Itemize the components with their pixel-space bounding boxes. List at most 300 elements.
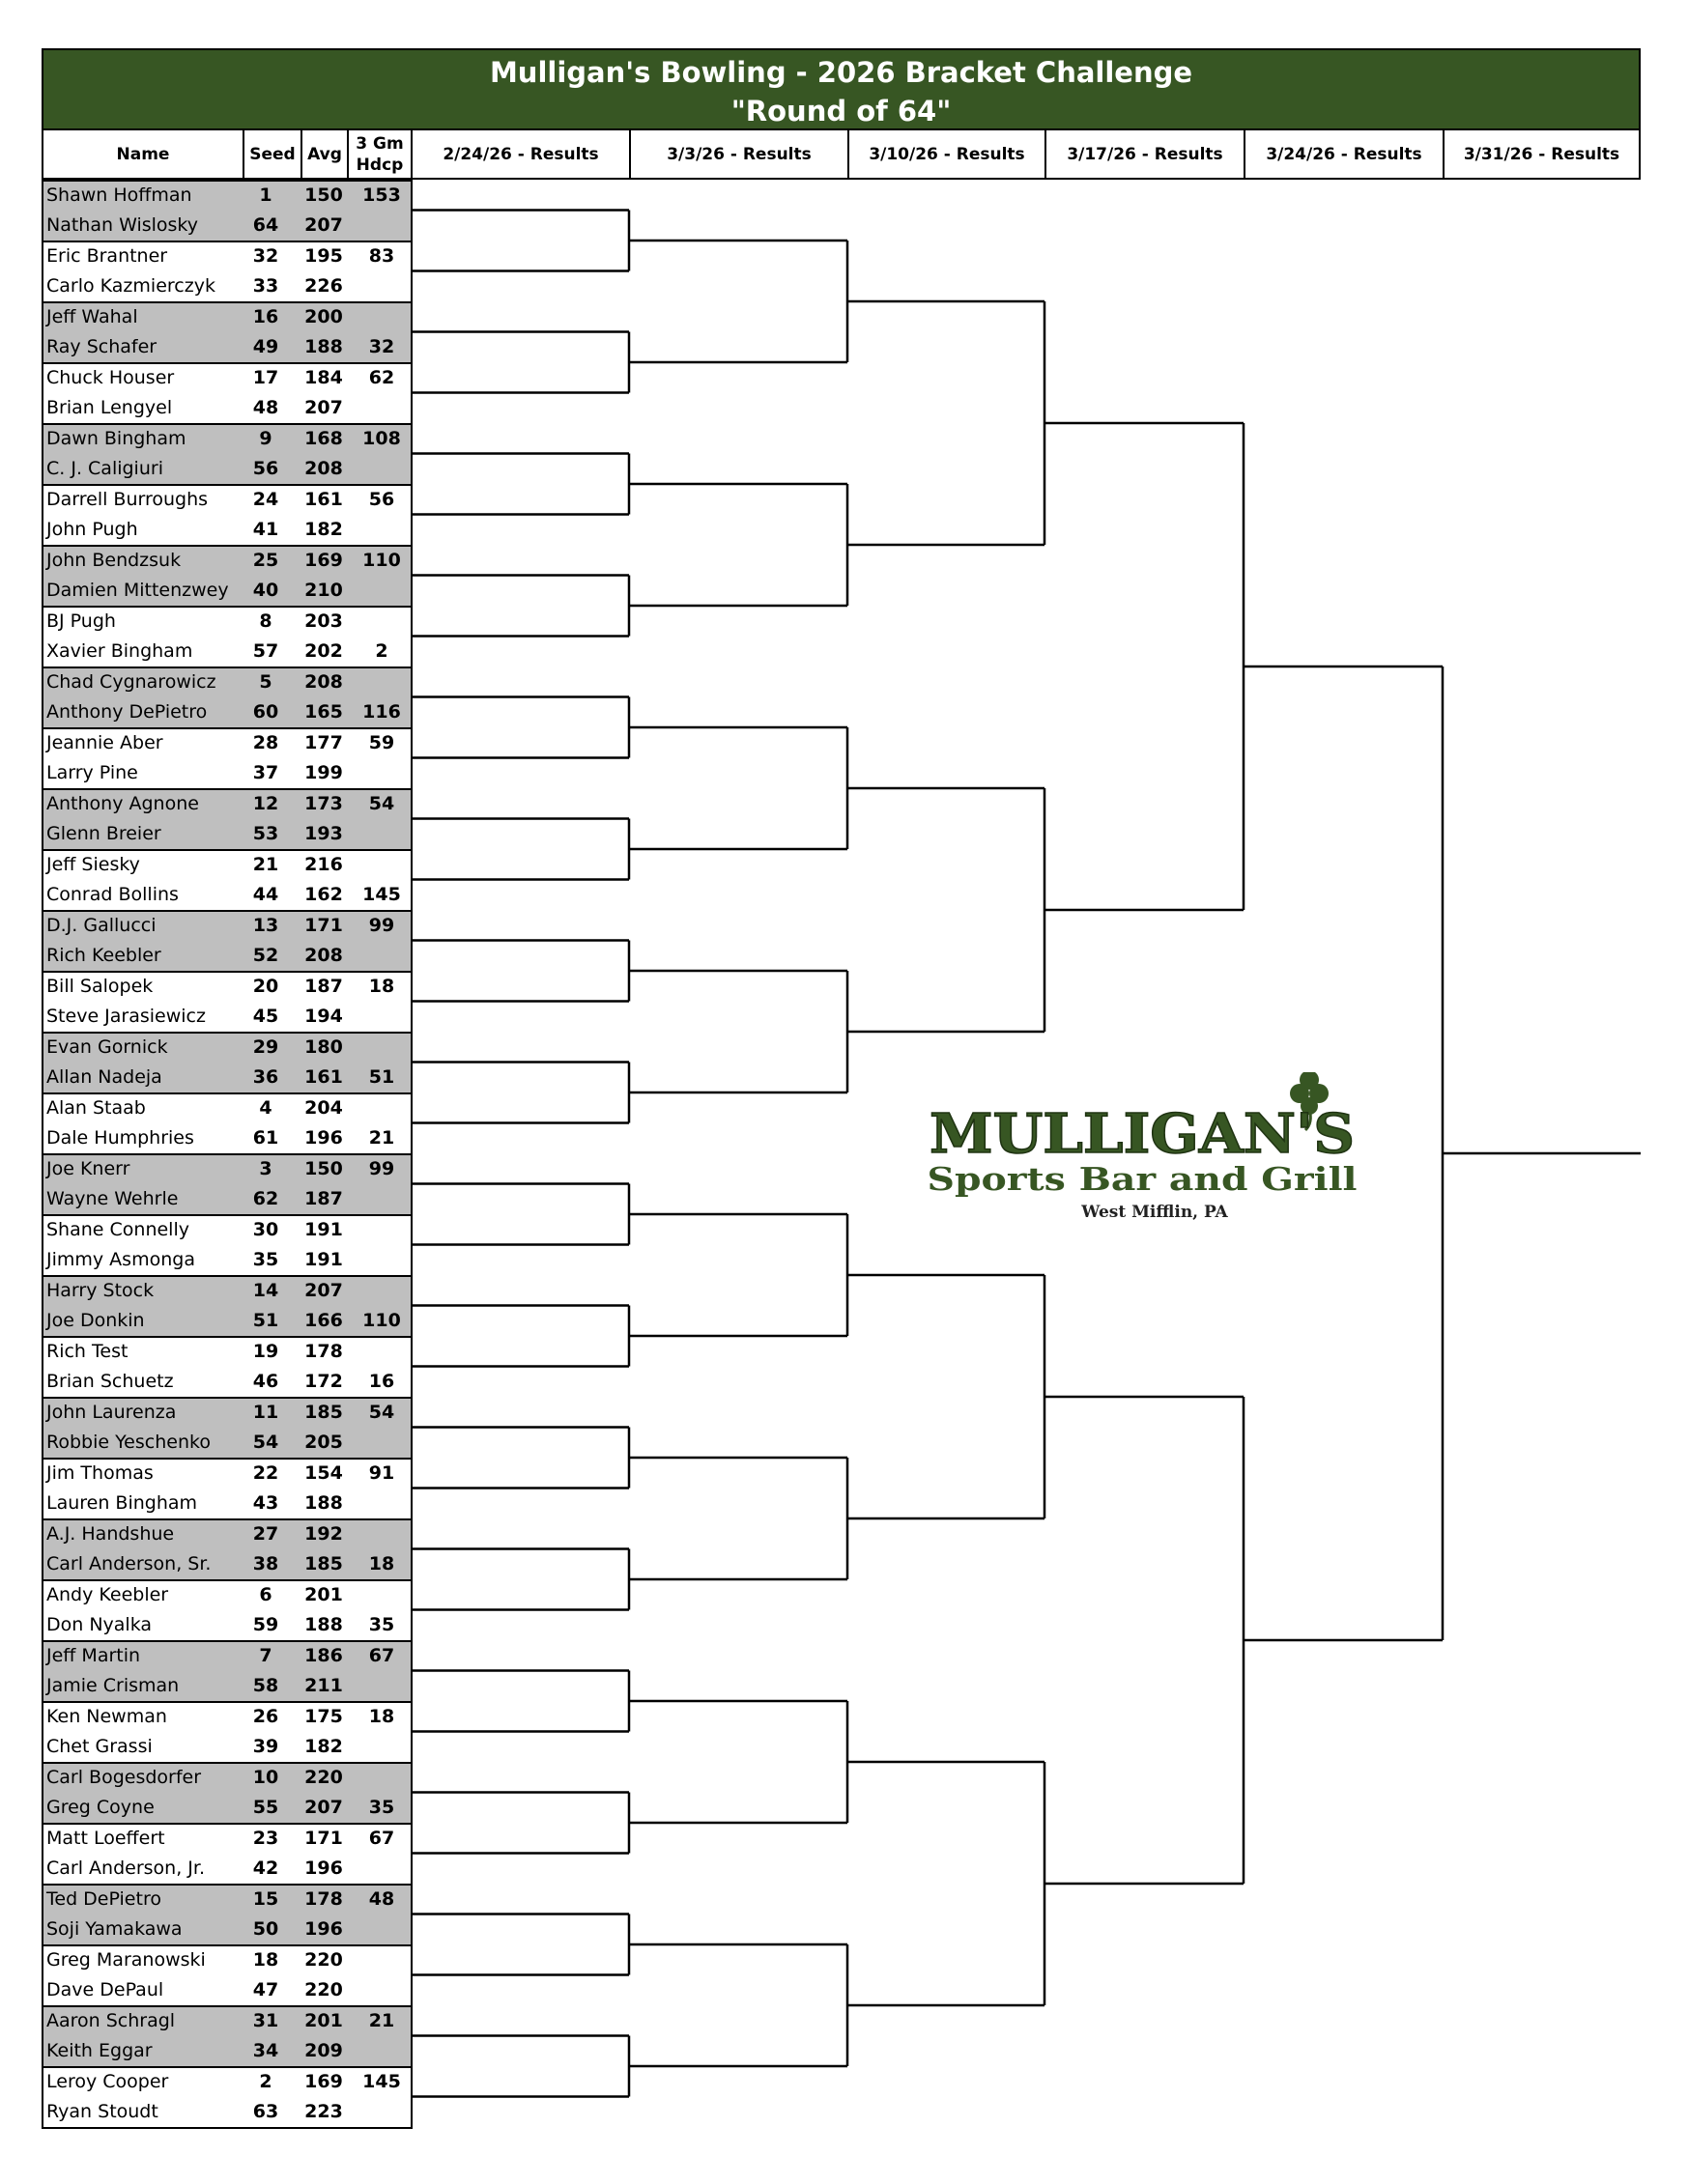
- player-row: [42, 1336, 413, 1367]
- player-row: [42, 1854, 413, 1885]
- player-name: John Laurenza: [46, 1401, 177, 1423]
- player-hdcp: 56: [368, 488, 395, 510]
- player-avg: 203: [304, 610, 343, 632]
- player-hdcp: 16: [368, 1371, 395, 1393]
- player-avg: 172: [304, 1371, 343, 1393]
- player-seed: 38: [252, 1553, 279, 1575]
- player-name: Darrell Burroughs: [46, 488, 209, 510]
- player-name: A.J. Handshue: [46, 1522, 175, 1545]
- player-avg: 150: [304, 1157, 343, 1179]
- header-round-1: 2/24/26 - Results: [411, 130, 631, 180]
- player-name: Larry Pine: [46, 762, 138, 784]
- player-name: Jeff Wahal: [46, 305, 138, 327]
- player-row: [42, 454, 413, 485]
- player-seed: 56: [252, 458, 279, 480]
- player-seed: 4: [259, 1096, 272, 1119]
- player-hdcp: [353, 211, 411, 241]
- player-row: [42, 971, 413, 1002]
- player-seed: 12: [252, 792, 279, 814]
- player-hdcp: 153: [362, 184, 401, 206]
- player-seed: 42: [252, 1858, 279, 1880]
- player-avg: 178: [304, 1340, 343, 1362]
- player-seed: 51: [252, 1310, 279, 1332]
- player-row: [42, 393, 413, 424]
- player-name: Brian Lengyel: [46, 397, 173, 419]
- player-avg: 194: [304, 1006, 343, 1028]
- player-name: Matt Loeffert: [46, 1827, 165, 1849]
- player-hdcp: 35: [368, 1797, 395, 1819]
- player-row: [42, 2097, 413, 2128]
- player-name: Jamie Crisman: [46, 1675, 180, 1697]
- player-row: [42, 667, 413, 697]
- player-name: Dale Humphries: [46, 1127, 194, 1149]
- player-seed: 61: [252, 1127, 279, 1149]
- player-avg: 178: [304, 1887, 343, 1910]
- player-name: Damien Mittenzwey: [46, 580, 229, 602]
- player-name: Dawn Bingham: [46, 427, 186, 449]
- player-avg: 216: [304, 853, 343, 875]
- player-row: [42, 880, 413, 911]
- player-seed: 41: [252, 519, 279, 541]
- player-seed: 24: [252, 488, 279, 510]
- player-seed: 54: [252, 1432, 279, 1454]
- player-name: Rich Test: [46, 1340, 129, 1362]
- player-name: Greg Coyne: [46, 1797, 155, 1819]
- player-row: [42, 576, 413, 607]
- player-name: C. J. Caligiuri: [46, 458, 163, 480]
- player-name: Lauren Bingham: [46, 1492, 198, 1515]
- player-row: [42, 1002, 413, 1033]
- player-hdcp: [353, 1336, 411, 1367]
- player-avg: 171: [304, 1827, 343, 1849]
- player-hdcp: 48: [368, 1887, 395, 1910]
- player-seed: 17: [252, 366, 279, 388]
- player-seed: 14: [252, 1279, 279, 1301]
- player-name: Shane Connelly: [46, 1218, 189, 1240]
- player-name: Eric Brantner: [46, 244, 168, 267]
- player-row: [42, 1975, 413, 2006]
- player-seed: 50: [252, 1918, 279, 1941]
- player-avg: 209: [304, 2040, 343, 2062]
- player-row: [42, 1184, 413, 1215]
- player-seed: 29: [252, 1035, 279, 1058]
- player-name: Steve Jarasiewicz: [46, 1006, 206, 1028]
- player-row: [42, 1762, 413, 1793]
- player-hdcp: 21: [368, 1127, 395, 1149]
- player-row: [42, 697, 413, 728]
- player-row: [42, 362, 413, 393]
- player-seed: 11: [252, 1401, 279, 1423]
- player-seed: 6: [259, 1583, 272, 1605]
- player-avg: 161: [304, 488, 343, 510]
- player-seed: 10: [252, 1766, 279, 1788]
- player-avg: 202: [304, 640, 343, 663]
- header-seed: Seed: [243, 130, 302, 180]
- player-name: Allan Nadeja: [46, 1066, 162, 1089]
- player-avg: 226: [304, 275, 343, 298]
- player-name: Shawn Hoffman: [46, 184, 192, 206]
- player-name: John Pugh: [46, 519, 138, 541]
- player-row: [42, 1489, 413, 1519]
- player-hdcp: 99: [368, 914, 395, 936]
- player-seed: 37: [252, 762, 279, 784]
- player-name: Don Nyalka: [46, 1614, 153, 1636]
- player-seed: 18: [252, 1948, 279, 1971]
- player-seed: 33: [252, 275, 279, 298]
- player-avg: 165: [304, 701, 343, 723]
- header-avg: Avg: [300, 130, 349, 180]
- player-hdcp: [353, 515, 411, 546]
- player-row: [42, 211, 413, 241]
- player-name: Harry Stock: [46, 1279, 155, 1301]
- player-name: Jim Thomas: [46, 1461, 154, 1484]
- player-avg: 185: [304, 1401, 343, 1423]
- logo-tagline: Sports Bar and Grill: [927, 1160, 1358, 1198]
- player-seed: 31: [252, 2009, 279, 2031]
- player-seed: 57: [252, 640, 279, 663]
- title-banner: [42, 48, 1641, 130]
- player-name: Jimmy Asmonga: [46, 1249, 195, 1271]
- player-name: Robbie Yeschenko: [46, 1432, 211, 1454]
- player-hdcp: [353, 941, 411, 972]
- header-round-3: 3/10/26 - Results: [847, 130, 1046, 180]
- player-avg: 196: [304, 1918, 343, 1941]
- player-name: Chad Cygnarowicz: [46, 670, 216, 693]
- player-row: [42, 484, 413, 515]
- player-hdcp: 32: [368, 336, 395, 358]
- player-name: Dave DePaul: [46, 1979, 164, 2001]
- player-hdcp: [353, 1518, 411, 1549]
- player-avg: 150: [304, 184, 343, 206]
- player-seed: 15: [252, 1887, 279, 1910]
- player-avg: 188: [304, 1492, 343, 1515]
- player-avg: 186: [304, 1644, 343, 1666]
- page-subtitle: "Round of 64": [730, 95, 952, 128]
- player-hdcp: [353, 1489, 411, 1519]
- player-name: BJ Pugh: [46, 610, 116, 632]
- player-row: [42, 1701, 413, 1732]
- player-row: [42, 1032, 413, 1063]
- header-round-4: 3/17/26 - Results: [1044, 130, 1245, 180]
- player-seed: 2: [259, 2070, 272, 2092]
- player-avg: 169: [304, 2070, 343, 2092]
- player-avg: 193: [304, 823, 343, 845]
- player-seed: 34: [252, 2040, 279, 2062]
- player-name: Ted DePietro: [46, 1887, 161, 1910]
- player-row: [42, 301, 413, 332]
- player-avg: 211: [304, 1675, 343, 1697]
- player-hdcp: [353, 758, 411, 789]
- player-hdcp: 91: [368, 1461, 395, 1484]
- player-row: [42, 1245, 413, 1276]
- player-avg: 207: [304, 1797, 343, 1819]
- player-avg: 161: [304, 1066, 343, 1089]
- player-seed: 27: [252, 1522, 279, 1545]
- player-name: Anthony Agnone: [46, 792, 199, 814]
- header-round-5: 3/24/26 - Results: [1244, 130, 1445, 180]
- player-hdcp: [353, 1944, 411, 1975]
- player-seed: 40: [252, 580, 279, 602]
- player-row: [42, 271, 413, 302]
- player-row: [42, 1428, 413, 1459]
- player-hdcp: [353, 606, 411, 637]
- player-seed: 7: [259, 1644, 272, 1666]
- player-seed: 16: [252, 305, 279, 327]
- player-hdcp: [353, 1975, 411, 2006]
- player-name: Glenn Breier: [46, 823, 161, 845]
- player-hdcp: 35: [368, 1614, 395, 1636]
- player-name: Conrad Bollins: [46, 884, 179, 906]
- player-name: Chuck Houser: [46, 366, 175, 388]
- player-row: [42, 1640, 413, 1671]
- player-row: [42, 819, 413, 850]
- player-row: [42, 1367, 413, 1398]
- player-row: [42, 910, 413, 941]
- player-avg: 195: [304, 244, 343, 267]
- player-row: [42, 1579, 413, 1610]
- player-row: [42, 1671, 413, 1702]
- player-seed: 44: [252, 884, 279, 906]
- player-seed: 9: [259, 427, 272, 449]
- player-hdcp: [353, 1579, 411, 1610]
- player-row: [42, 1610, 413, 1641]
- player-seed: 60: [252, 701, 279, 723]
- player-avg: 154: [304, 1461, 343, 1484]
- player-name: Jeff Martin: [46, 1644, 141, 1666]
- player-hdcp: [353, 849, 411, 880]
- header-hdcp-line2: Hdcp: [356, 155, 404, 175]
- player-avg: 191: [304, 1249, 343, 1271]
- player-name: Brian Schuetz: [46, 1371, 174, 1393]
- player-hdcp: [353, 667, 411, 697]
- player-name: Joe Donkin: [46, 1310, 145, 1332]
- player-seed: 52: [252, 945, 279, 967]
- player-seed: 19: [252, 1340, 279, 1362]
- player-hdcp: [353, 301, 411, 332]
- player-avg: 182: [304, 1736, 343, 1758]
- player-avg: 201: [304, 1583, 343, 1605]
- player-seed: 30: [252, 1218, 279, 1240]
- player-avg: 166: [304, 1310, 343, 1332]
- header-round-2: 3/3/26 - Results: [629, 130, 849, 180]
- player-row: [42, 1306, 413, 1337]
- player-row: [42, 849, 413, 880]
- player-seed: 3: [259, 1157, 272, 1179]
- player-seed: 36: [252, 1066, 279, 1089]
- player-seed: 1: [259, 184, 272, 206]
- player-avg: 173: [304, 792, 343, 814]
- player-name: Nathan Wislosky: [46, 214, 198, 237]
- player-name: Aaron Schragl: [46, 2009, 176, 2031]
- player-row: [42, 332, 413, 363]
- header-hdcp: [347, 130, 413, 180]
- player-hdcp: 18: [368, 1705, 395, 1727]
- player-hdcp: [353, 1732, 411, 1763]
- player-name: Rich Keebler: [46, 945, 161, 967]
- player-hdcp: 67: [368, 1644, 395, 1666]
- player-avg: 185: [304, 1553, 343, 1575]
- player-seed: 28: [252, 731, 279, 753]
- player-seed: 25: [252, 549, 279, 571]
- player-name: Ryan Stoudt: [46, 2101, 158, 2123]
- player-name: Chet Grassi: [46, 1736, 153, 1758]
- player-row: [42, 241, 413, 271]
- player-seed: 8: [259, 610, 272, 632]
- player-name: Greg Maranowski: [46, 1948, 206, 1971]
- page-title: Mulligan's Bowling - 2026 Bracket Challenge: [489, 56, 1193, 89]
- player-seed: 43: [252, 1492, 279, 1515]
- player-seed: 49: [252, 336, 279, 358]
- player-name: Carlo Kazmierczyk: [46, 275, 215, 298]
- player-seed: 20: [252, 975, 279, 997]
- player-avg: 223: [304, 2101, 343, 2123]
- player-hdcp: [353, 1275, 411, 1306]
- player-seed: 47: [252, 1979, 279, 2001]
- player-row: [42, 1549, 413, 1580]
- player-row: [42, 1123, 413, 1154]
- player-avg: 169: [304, 549, 343, 571]
- player-seed: 13: [252, 914, 279, 936]
- player-hdcp: 67: [368, 1827, 395, 1849]
- player-hdcp: [353, 2036, 411, 2067]
- player-row: [42, 1092, 413, 1123]
- player-avg: 184: [304, 366, 343, 388]
- player-hdcp: [353, 1671, 411, 1702]
- player-hdcp: 145: [362, 2070, 401, 2092]
- player-hdcp: [353, 2097, 411, 2128]
- player-hdcp: 54: [368, 1401, 395, 1423]
- player-avg: 168: [304, 427, 343, 449]
- player-row: [42, 606, 413, 637]
- player-avg: 187: [304, 975, 343, 997]
- player-seed: 58: [252, 1675, 279, 1697]
- player-name: Ken Newman: [46, 1705, 167, 1727]
- player-row: [42, 2005, 413, 2036]
- player-row: [42, 1944, 413, 1975]
- player-row: [42, 1214, 413, 1245]
- player-avg: 180: [304, 1035, 343, 1058]
- player-name: Keith Eggar: [46, 2040, 153, 2062]
- player-name: Carl Anderson, Jr.: [46, 1858, 205, 1880]
- player-seed: 5: [259, 670, 272, 693]
- player-avg: 200: [304, 305, 343, 327]
- player-hdcp: 21: [368, 2009, 395, 2031]
- player-avg: 188: [304, 1614, 343, 1636]
- player-hdcp: 51: [368, 1066, 395, 1089]
- player-name: D.J. Gallucci: [46, 914, 157, 936]
- player-avg: 208: [304, 458, 343, 480]
- player-row: [42, 1275, 413, 1306]
- player-row: [42, 1153, 413, 1184]
- player-name: Anthony DePietro: [46, 701, 208, 723]
- player-hdcp: [353, 1915, 411, 1945]
- player-seed: 55: [252, 1797, 279, 1819]
- player-name: Carl Bogesdorfer: [46, 1766, 202, 1788]
- player-hdcp: [353, 1854, 411, 1885]
- player-name: Jeannie Aber: [46, 731, 163, 753]
- player-seed: 26: [252, 1705, 279, 1727]
- player-seed: 46: [252, 1371, 279, 1393]
- player-hdcp: [353, 1032, 411, 1063]
- player-hdcp: [353, 1428, 411, 1459]
- player-avg: 175: [304, 1705, 343, 1727]
- player-avg: 220: [304, 1766, 343, 1788]
- player-seed: 22: [252, 1461, 279, 1484]
- player-row: [42, 515, 413, 546]
- player-avg: 204: [304, 1096, 343, 1119]
- player-avg: 210: [304, 580, 343, 602]
- player-name: John Bendzsuk: [46, 549, 182, 571]
- player-hdcp: [353, 271, 411, 302]
- player-avg: 208: [304, 670, 343, 693]
- player-avg: 201: [304, 2009, 343, 2031]
- player-name: Evan Gornick: [46, 1035, 168, 1058]
- player-row: [42, 180, 413, 211]
- player-hdcp: 108: [362, 427, 401, 449]
- player-avg: 220: [304, 1948, 343, 1971]
- player-avg: 187: [304, 1188, 343, 1210]
- header-round-6: 3/31/26 - Results: [1443, 130, 1641, 180]
- mulligans-logo: [918, 1072, 1372, 1227]
- player-row: [42, 941, 413, 972]
- player-seed: 63: [252, 2101, 279, 2123]
- player-seed: 59: [252, 1614, 279, 1636]
- player-row: [42, 2066, 413, 2097]
- player-row: [42, 1397, 413, 1428]
- player-name: Joe Knerr: [46, 1157, 130, 1179]
- player-hdcp: 110: [362, 549, 401, 571]
- player-seed: 23: [252, 1827, 279, 1849]
- header-hdcp-line1: 3 Gm: [356, 133, 404, 154]
- player-hdcp: [353, 393, 411, 424]
- player-avg: 207: [304, 214, 343, 237]
- player-row: [42, 727, 413, 758]
- player-hdcp: 18: [368, 1553, 395, 1575]
- player-seed: 53: [252, 823, 279, 845]
- player-row: [42, 1915, 413, 1945]
- player-hdcp: 62: [368, 366, 395, 388]
- player-row: [42, 1732, 413, 1763]
- player-row: [42, 1823, 413, 1854]
- player-avg: 162: [304, 884, 343, 906]
- player-name: Andy Keebler: [46, 1583, 169, 1605]
- player-row: [42, 545, 413, 576]
- player-hdcp: 59: [368, 731, 395, 753]
- player-avg: 171: [304, 914, 343, 936]
- player-row: [42, 1518, 413, 1549]
- player-name: Soji Yamakawa: [46, 1918, 183, 1941]
- player-hdcp: 99: [368, 1157, 395, 1179]
- player-row: [42, 2036, 413, 2067]
- player-hdcp: 54: [368, 792, 395, 814]
- logo-name: MULLIGAN'S: [930, 1102, 1355, 1166]
- player-seed: 21: [252, 853, 279, 875]
- player-seed: 64: [252, 214, 279, 237]
- player-avg: 196: [304, 1858, 343, 1880]
- player-avg: 207: [304, 397, 343, 419]
- player-seed: 39: [252, 1736, 279, 1758]
- player-row: [42, 1458, 413, 1489]
- player-name: Bill Salopek: [46, 975, 154, 997]
- player-avg: 191: [304, 1218, 343, 1240]
- player-name: Leroy Cooper: [46, 2070, 169, 2092]
- player-hdcp: [353, 1762, 411, 1793]
- player-row: [42, 788, 413, 819]
- player-hdcp: [353, 576, 411, 607]
- player-avg: 188: [304, 336, 343, 358]
- player-hdcp: [353, 1214, 411, 1245]
- player-name: Jeff Siesky: [46, 853, 140, 875]
